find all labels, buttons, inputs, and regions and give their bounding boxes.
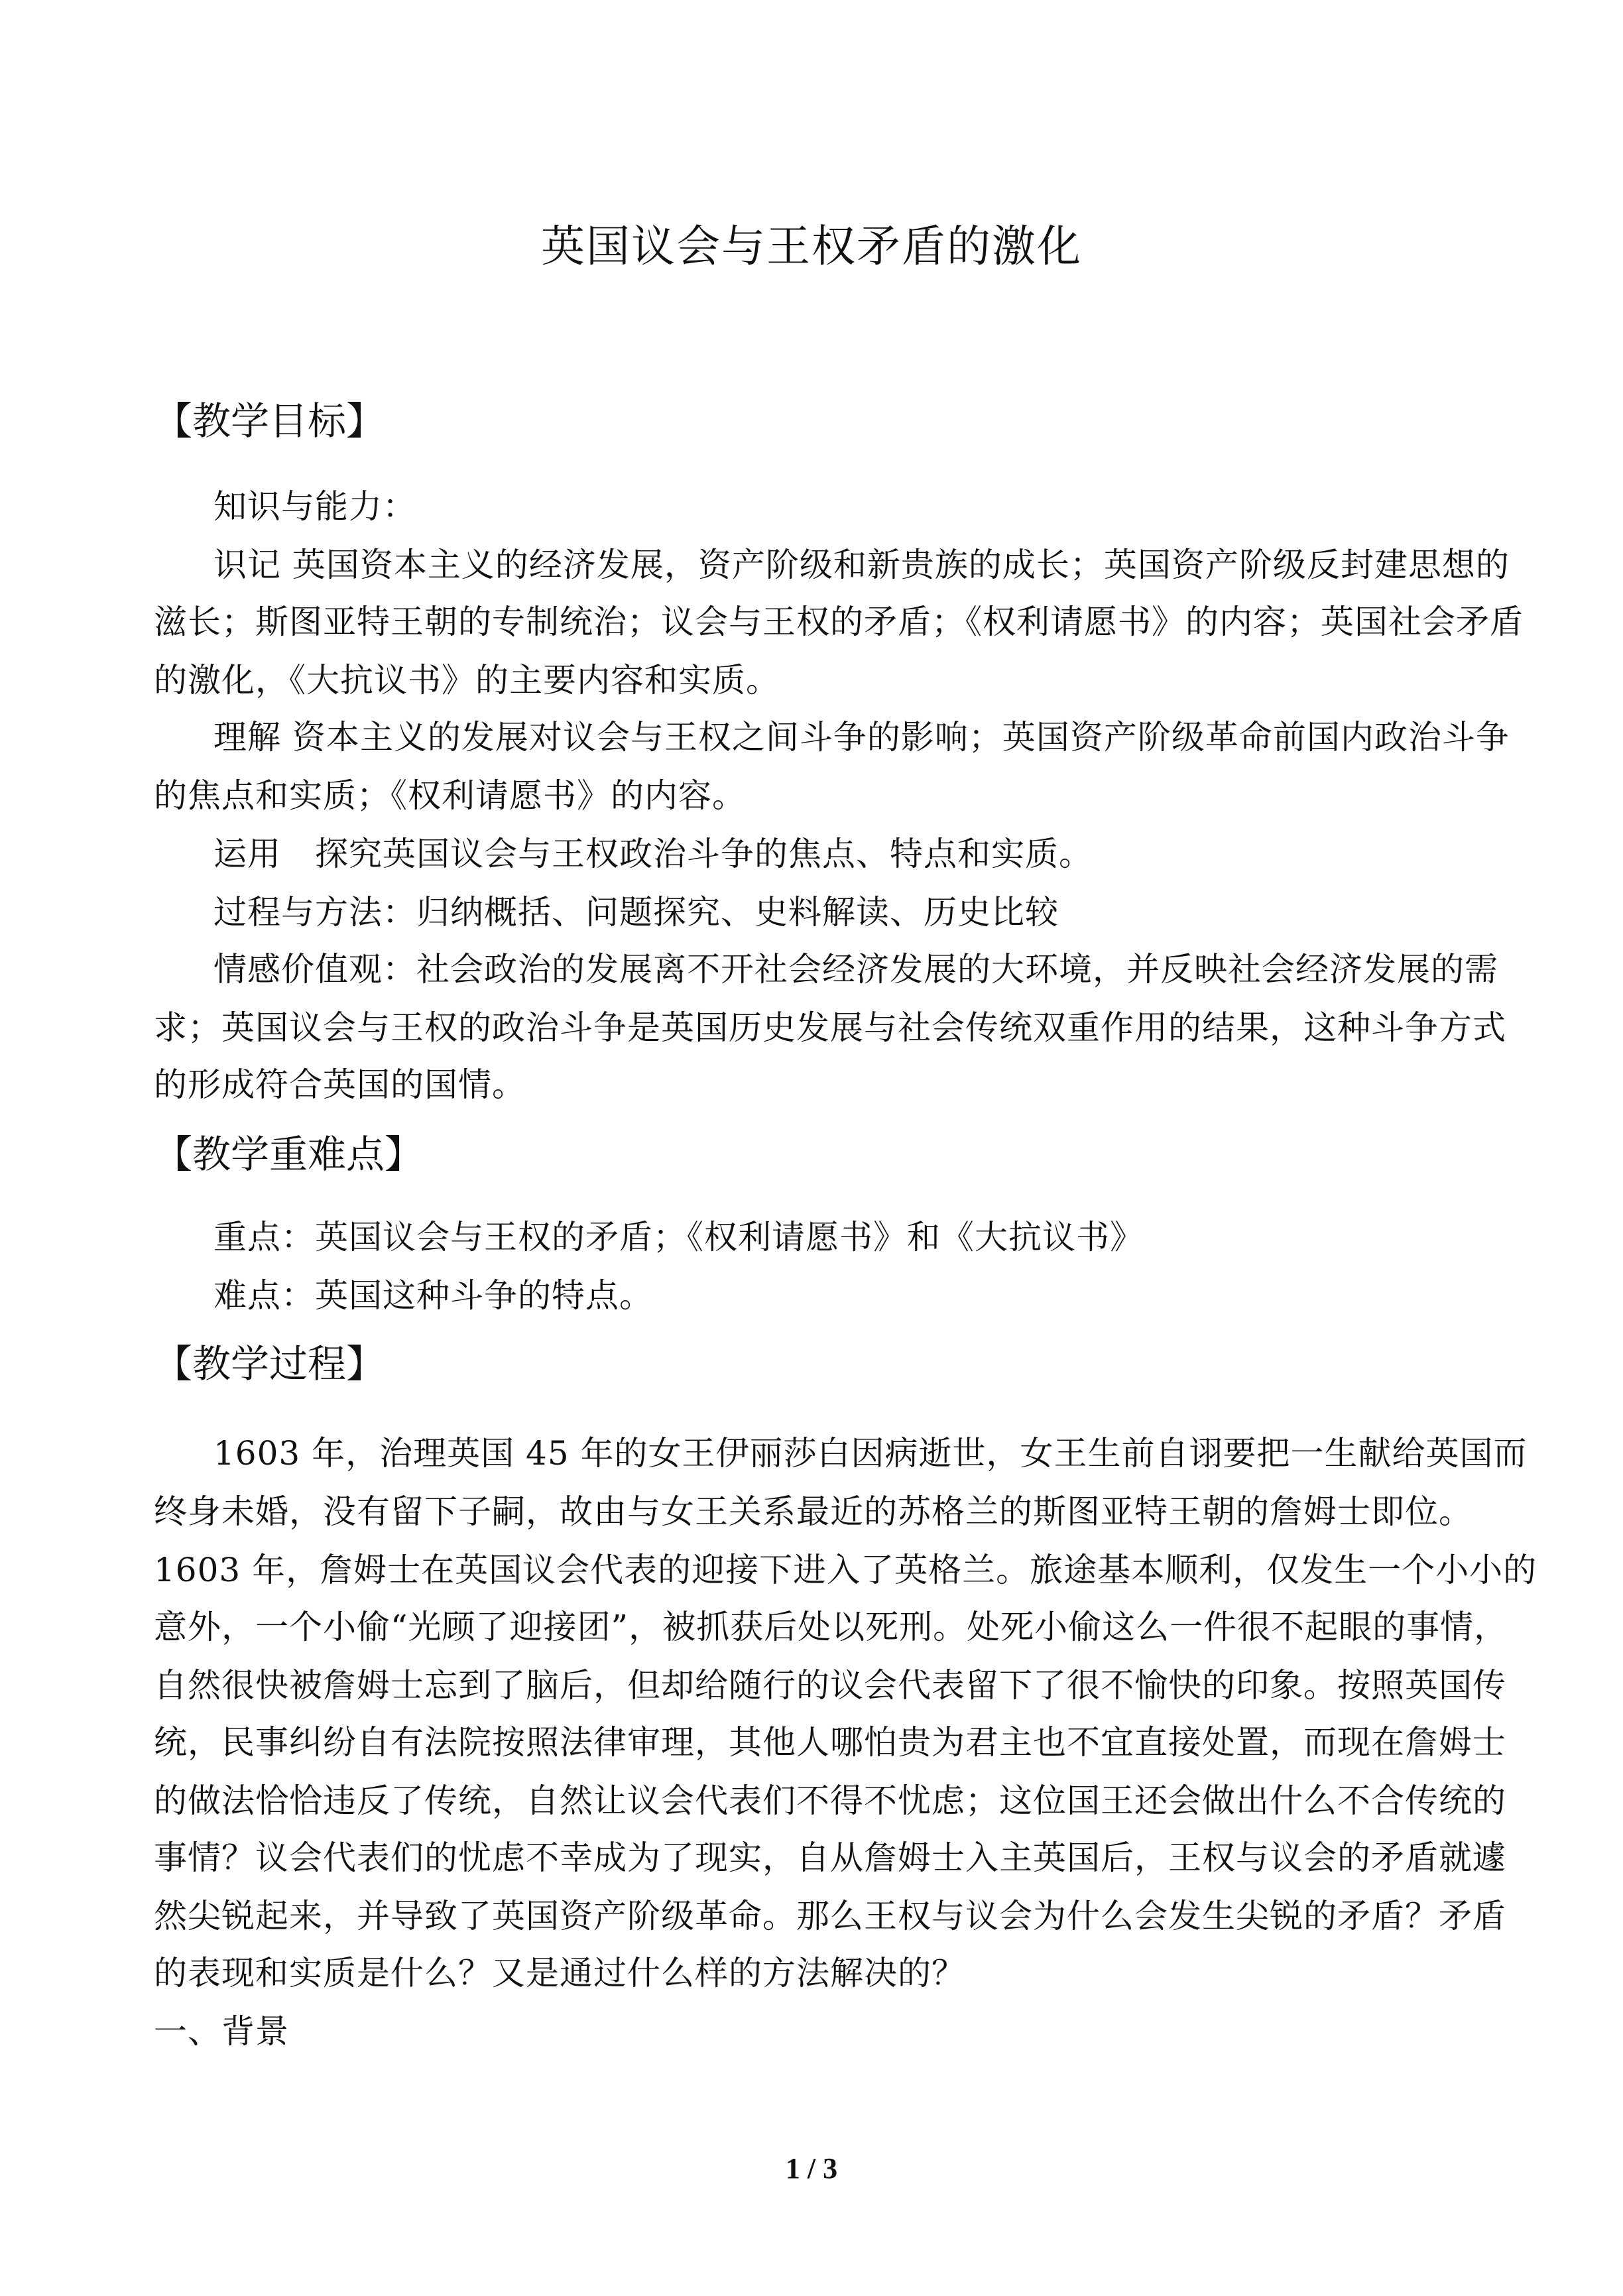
paragraph-line: 统，民事纠纷自有法院按照法律审理，其他人哪怕贵为君主也不宜直接处置，而现在詹姆士 [154,1723,1506,1762]
paragraph-line: 自然很快被詹姆士忘到了脑后，但却给随行的议会代表留下了很不愉快的印象。按照英国传 [154,1666,1506,1705]
paragraph-line: 求；英国议会与王权的政治斗争是英国历史发展与社会传统双重作用的结果，这种斗争方式 [154,1008,1506,1047]
paragraph-line: 意外，一个小偷“光顾了迎接团”，被抓获后处以死刑。处死小偷这么一件很不起眼的事情， [154,1608,1508,1646]
page-title: 英国议会与王权矛盾的激化 [541,221,1082,272]
section-heading-process: 【教学过程】 [154,1341,385,1386]
paragraph-line: 知识与能力： [213,487,416,526]
paragraph-line: 的表现和实质是什么？又是通过什么样的方法解决的？ [154,1954,965,1992]
paragraph-line: 然尖锐起来，并导致了英国资产阶级革命。那么王权与议会为什么会发生尖锐的矛盾？矛盾 [154,1897,1506,1935]
paragraph-line: 情感价值观：社会政治的发展离不开社会经济发展的大环境，并反映社会经济发展的需 [213,950,1498,989]
paragraph-line: 重点：英国议会与王权的矛盾；《权利请愿书》和《大抗议书》 [213,1218,1144,1256]
paragraph-line: 难点：英国这种斗争的特点。 [213,1276,653,1315]
paragraph-line: 运用 探究英国议会与王权政治斗争的焦点、特点和实质。 [213,835,1093,873]
paragraph-line: 的焦点和实质；《权利请愿书》的内容。 [154,776,746,815]
paragraph-line: 过程与方法：归纳概括、问题探究、史料解读、历史比较 [213,893,1059,932]
section-heading-objectives: 【教学目标】 [154,398,385,444]
paragraph-line: 的做法恰恰违反了传统，自然让议会代表们不得不忧虑；这位国王还会做出什么不合传统的 [154,1782,1506,1820]
paragraph-line: 终身未婚，没有留下子嗣，故由与女王关系最近的苏格兰的斯图亚特王朝的詹姆士即位。 [154,1492,1473,1531]
paragraph-line: 1603 年，治理英国 45 年的女王伊丽莎白因病逝世，女王生前自诩要把一生献给英国而 [213,1434,1528,1473]
paragraph-line: 1603 年，詹姆士在英国议会代表的迎接下进入了英格兰。旅途基本顺利，仅发生一个小小的 [154,1551,1537,1589]
paragraph-line: 滋长；斯图亚特王朝的专制统治；议会与王权的矛盾；《权利请愿书》的内容；英国社会矛盾 [154,603,1524,641]
section-heading-key-points: 【教学重难点】 [154,1132,424,1177]
page-number: 1 / 3 [785,2152,838,2185]
paragraph-line: 的形成符合英国的国情。 [154,1065,526,1104]
paragraph-line: 理解 资本主义的发展对议会与王权之间斗争的影响；英国资产阶级革命前国内政治斗争 [213,718,1510,756]
paragraph-line: 一、背景 [154,2012,289,2051]
paragraph-line: 的激化，《大抗议书》的主要内容和实质。 [154,661,780,699]
paragraph-line: 事情？议会代表们的忧虑不幸成为了现实，自从詹姆士入主英国后，王权与议会的矛盾就遽 [154,1839,1506,1877]
paragraph-line: 识记 英国资本主义的经济发展，资产阶级和新贵族的成长；英国资产阶级反封建思想的 [213,546,1510,584]
